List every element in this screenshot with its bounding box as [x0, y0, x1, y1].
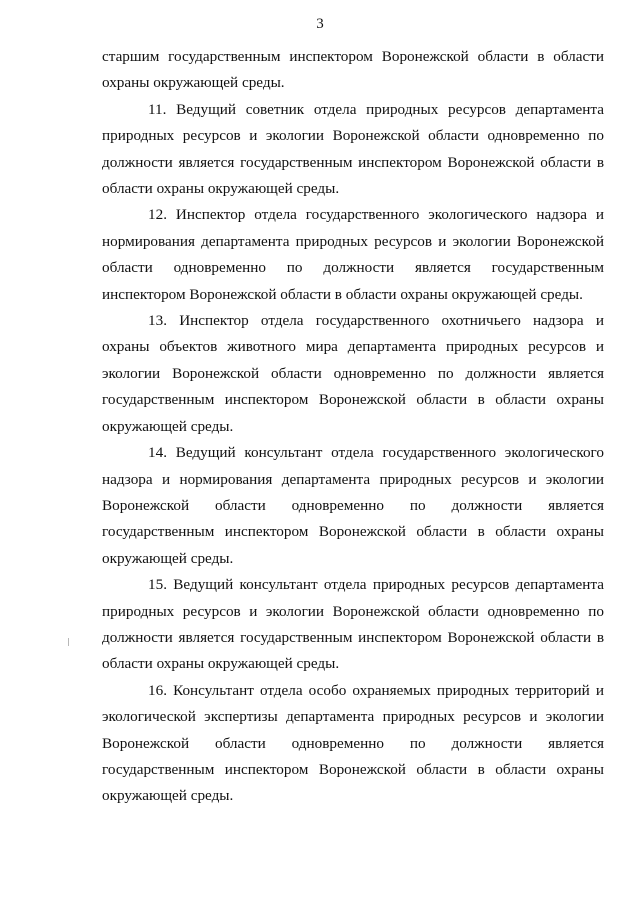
scan-margin-mark	[68, 638, 69, 646]
page-number: 3	[316, 16, 324, 32]
paragraph-item-14: 14. Ведущий консультант отдела государственного экологического надзора и нормирования департамента природных ресурсов и экологии Воронежской области одновременно по должности является государственным инспектором Воронежской области в области охраны окружающей среды.	[102, 444, 604, 567]
paragraph-continuation: старшим государственным инспектором Воронежской области в области охраны окружающей среды.	[102, 48, 604, 92]
paragraph-item-12: 12. Инспектор отдела государственного экологического надзора и нормирования департамента природных ресурсов и экологии Воронежской области одновременно по должности является государственным инспектором Воронежской области в области охраны окружающей среды.	[102, 206, 604, 303]
paragraph-item-13: 13. Инспектор отдела государственного охотничьего надзора и охраны объектов животного мира департамента природных ресурсов и экологии Воронежской области одновременно по должности является государственным инспектором Воронежской области в области охраны окружающей среды.	[102, 312, 604, 435]
paragraph-item-16: 16. Консультант отдела особо охраняемых природных территорий и экологической экспертизы департамента природных ресурсов и экологии Воронежской области одновременно по должности является государственным инспектором Воронежской области в области охраны окружающей среды.	[102, 681, 604, 805]
document-body	[102, 44, 604, 810]
paragraph-item-11: 11. Ведущий советник отдела природных ресурсов департамента природных ресурсов и экологии Воронежской области одновременно по должности является государственным инспектором Воронежской области в области охраны окружающей среды.	[102, 100, 604, 198]
paragraph-item-15: 15. Ведущий консультант отдела природных ресурсов департамента природных ресурсов и экологии Воронежской области одновременно по должности является государственным инспектором Воронежской области в области охраны окружающей среды.	[102, 576, 604, 673]
